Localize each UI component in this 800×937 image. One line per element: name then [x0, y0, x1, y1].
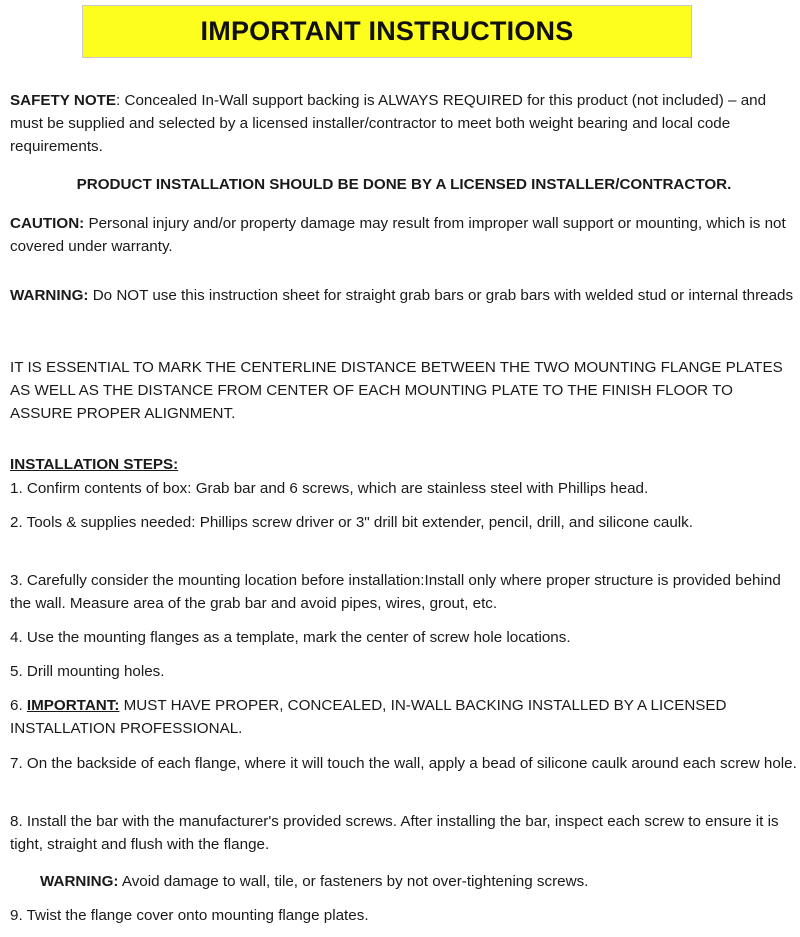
step-1: 1. Confirm contents of box: Grab bar and 6 screws, which are stainless steel with Phillips head.: [10, 480, 649, 497]
steps-heading: INSTALLATION STEPS:: [10, 456, 179, 473]
licensed-notice: PRODUCT INSTALLATION SHOULD BE DONE BY A LICENSED INSTALLER/CONTRACTOR.: [76, 176, 732, 193]
warning2-label: WARNING:: [40, 873, 119, 890]
warning-note: [10, 284, 798, 307]
caution-note: [10, 212, 798, 258]
step-7: 7. On the backside of each flange, where it will touch the wall, apply a bead of silicone caulk around each screw hole.: [10, 755, 797, 772]
step-9: 9. Twist the flange cover onto mounting flange plates.: [10, 907, 369, 924]
centerline-notice: IT IS ESSENTIAL TO MARK THE CENTERLINE DISTANCE BETWEEN THE TWO MOUNTING FLANGE PLATES AS WELL AS THE DISTANCE FROM CENTER OF EACH MOUNTING PLATE TO THE FINISH FLOOR TO ASSURE PROPER ALIGNMENT.: [10, 359, 783, 422]
warning-text: Do NOT use this instruction sheet for straight grab bars or grab bars with welded stud or internal threads: [88, 287, 794, 304]
step-4: 4. Use the mounting flanges as a template, mark the center of screw hole locations.: [10, 629, 571, 646]
step-6-important-label: IMPORTANT:: [26, 697, 120, 714]
step-6: [10, 694, 798, 740]
step-6-prefix: 6.: [10, 697, 27, 714]
step-8: 8. Install the bar with the manufacturer's provided screws. After installing the bar, inspect each screw to ensure it is tight, straight and flush with the flange.: [10, 813, 779, 853]
warning-overtighten: [40, 870, 798, 893]
caution-text: Personal injury and/or property damage may result from improper wall support or mounting, which is not covered under warranty.: [10, 215, 786, 255]
step-3: 3. Carefully consider the mounting location before installation:Install only where proper structure is provided behind the wall. Measure area of the grab bar and avoid pipes, wires, grout, etc.: [10, 572, 781, 612]
step-5: 5. Drill mounting holes.: [10, 663, 165, 680]
step-2: 2. Tools & supplies needed: Phillips screw driver or 3" drill bit extender, pencil, drill, and silicone caulk.: [10, 514, 693, 531]
step-6-text: MUST HAVE PROPER, CONCEALED, IN-WALL BACKING INSTALLED BY A LICENSED INSTALLATION PROFESSIONAL.: [10, 697, 727, 737]
caution-label: CAUTION:: [10, 215, 85, 232]
safety-note-text: : Concealed In-Wall support backing is ALWAYS REQUIRED for this product (not included) – and must be supplied and selected by a licensed installer/contractor to meet both weight bearing and local code requirements.: [10, 92, 767, 155]
warning-label: WARNING:: [10, 287, 89, 304]
warning2-text: Avoid damage to wall, tile, or fasteners by not over-tightening screws.: [118, 873, 589, 890]
title-banner: [82, 5, 692, 58]
safety-note-label: SAFETY NOTE: [10, 92, 117, 109]
safety-note: [10, 89, 798, 158]
page-title: IMPORTANT INSTRUCTIONS: [200, 16, 574, 46]
